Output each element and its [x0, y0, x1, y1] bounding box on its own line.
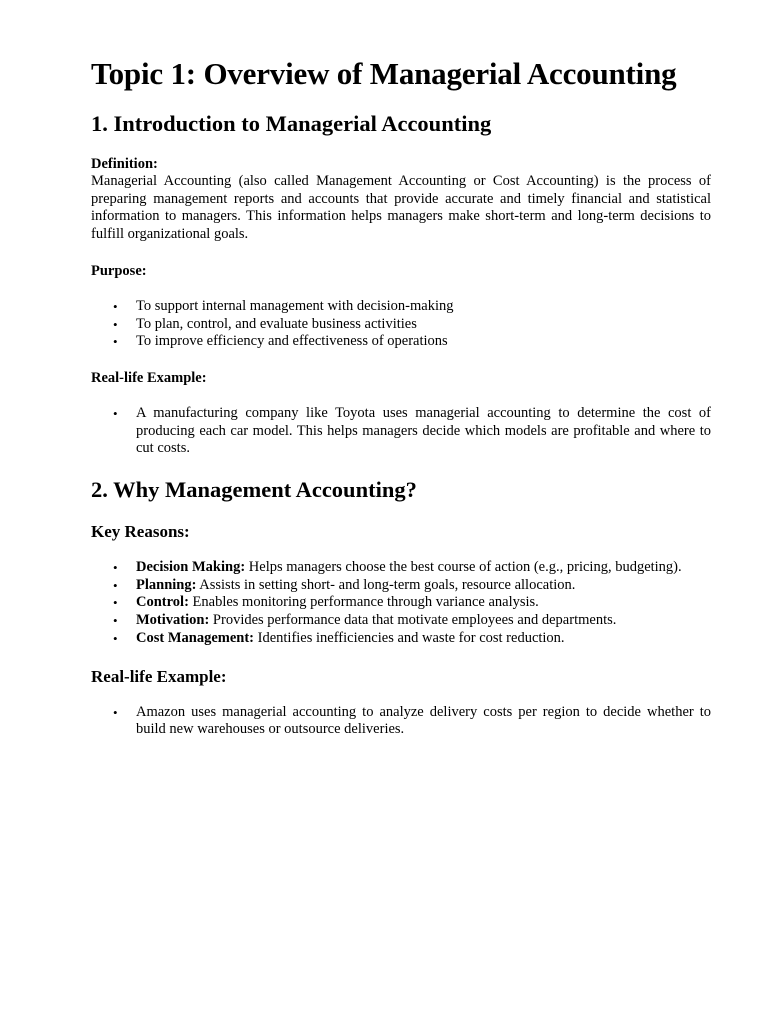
- example-list: [91, 405, 711, 458]
- reason-term: Control:: [136, 594, 189, 611]
- reason-term: Motivation:: [136, 612, 210, 629]
- purpose-label: Purpose:: [91, 262, 147, 279]
- list-item: [113, 576, 711, 595]
- bullet-icon: •: [113, 316, 118, 332]
- bullet-icon: •: [113, 595, 118, 611]
- list-item: [113, 594, 711, 612]
- bullet-icon: •: [113, 630, 118, 646]
- bullet-icon: •: [113, 334, 118, 350]
- bullet-icon: •: [113, 613, 118, 629]
- reason-text: Helps managers choose the best course of action (e.g., pricing, budgeting).: [245, 559, 682, 576]
- bullet-icon: •: [113, 405, 118, 421]
- list-item: [113, 315, 711, 334]
- reasons-list: [91, 559, 711, 648]
- section-2-heading: 2. Why Management Accounting?: [91, 477, 417, 503]
- reason-text: Provides performance data that motivate employees and departments.: [209, 612, 617, 629]
- key-reasons-heading: Key Reasons:: [91, 522, 190, 542]
- list-item: [113, 703, 711, 739]
- list-item: [113, 404, 711, 458]
- reason-text: Identifies inefficiencies and waste for cost reduction.: [254, 629, 565, 646]
- document-title: Topic 1: Overview of Managerial Accounting: [91, 56, 677, 91]
- list-item-text: A manufacturing company like Toyota uses managerial accounting to determine the cost of producing each car model. This helps managers decide which models are profitable and where to cut costs.: [136, 404, 711, 457]
- definition-text: Managerial Accounting (also called Management Accounting or Cost Accounting) is the process of preparing management reports and accounts that provide accurate and timely financial and statistical information to managers. This information helps managers make short-term and long-term decisions to fulfill organizational goals.: [91, 173, 711, 243]
- list-item: [113, 629, 711, 648]
- reason-term: Decision Making:: [136, 559, 246, 576]
- example-label: Real-life Example:: [91, 369, 207, 386]
- bullet-icon: •: [113, 560, 118, 576]
- example-list-2: [91, 704, 711, 739]
- definition-label: Definition:: [91, 156, 158, 172]
- reason-term: Cost Management:: [136, 629, 254, 646]
- bullet-icon: •: [113, 704, 118, 720]
- list-item: [113, 333, 711, 351]
- section-1-heading: 1. Introduction to Managerial Accounting: [91, 111, 492, 136]
- bullet-icon: •: [113, 577, 118, 593]
- list-item: [113, 297, 711, 316]
- list-item-text: To plan, control, and evaluate business activities: [136, 315, 417, 332]
- list-item-text: To support internal management with decision-making: [136, 297, 454, 314]
- list-item: [113, 612, 711, 630]
- example-heading: Real-life Example:: [91, 666, 227, 686]
- list-item-text: To improve efficiency and effectiveness of operations: [136, 333, 448, 350]
- list-item-text: Amazon uses managerial accounting to analyze delivery costs per region to decide whether to build new warehouses or outsource deliveries.: [136, 703, 711, 738]
- reason-term: Planning:: [136, 576, 197, 593]
- bullet-icon: •: [113, 298, 118, 314]
- reason-text: Assists in setting short- and long-term goals, resource allocation.: [196, 576, 576, 593]
- list-item: [113, 559, 711, 577]
- purpose-list: [91, 298, 711, 351]
- reason-text: Enables monitoring performance through variance analysis.: [188, 594, 539, 611]
